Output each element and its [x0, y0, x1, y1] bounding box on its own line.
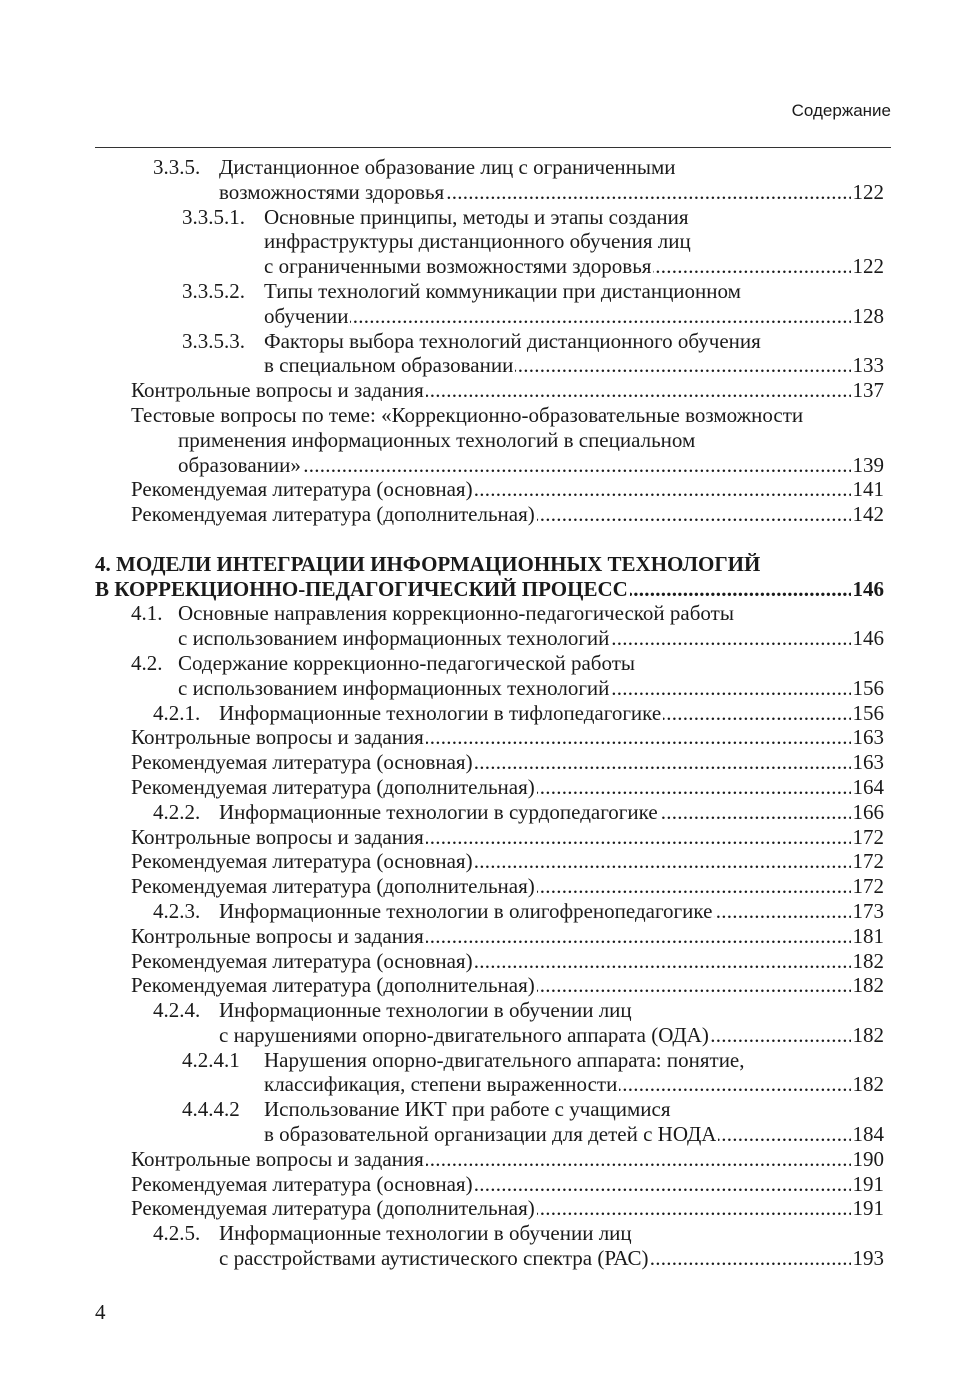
toc-entry-title: Контрольные вопросы и задания — [131, 725, 424, 750]
toc-entry-title: инфраструктуры дистанционного обучения лиц — [264, 229, 691, 254]
toc-entry[interactable] — [0, 775, 884, 800]
toc-entry[interactable] — [0, 378, 884, 403]
dot-leader — [537, 502, 851, 527]
toc-entry[interactable] — [0, 552, 884, 602]
toc-line — [0, 279, 884, 304]
toc-entry-title: Контрольные вопросы и задания — [131, 1146, 424, 1171]
toc-entry-page: 172 — [852, 874, 884, 899]
toc-entry[interactable] — [0, 899, 884, 924]
toc-entry-page: 182 — [852, 1072, 884, 1097]
toc-entry[interactable] — [0, 849, 884, 874]
toc-entry-title: в образовательной организации для детей с НОДА — [264, 1122, 717, 1147]
toc-line — [0, 849, 884, 874]
toc-line — [0, 1246, 884, 1271]
toc-entry-number: 4.2.4.1 — [182, 1047, 240, 1072]
toc-entry-page: 191 — [852, 1171, 884, 1196]
toc-line — [0, 428, 884, 453]
dot-leader — [537, 973, 851, 998]
toc-line — [0, 1122, 884, 1147]
toc-line — [0, 1147, 884, 1172]
toc-entry-page: 184 — [852, 1122, 884, 1147]
toc-entry[interactable] — [0, 924, 884, 949]
toc-entry-title: Тестовые вопросы по теме: «Коррекционно-образовательные возможности — [131, 402, 804, 427]
dot-leader — [426, 725, 851, 750]
toc-entry-page: 182 — [852, 948, 884, 973]
dot-leader — [650, 1246, 850, 1271]
toc-entry[interactable] — [0, 477, 884, 502]
toc-entry-page: 156 — [852, 700, 884, 725]
toc-line — [0, 1097, 884, 1122]
toc-entry-number: 3.3.5.2. — [182, 278, 245, 303]
toc-line — [0, 378, 884, 403]
toc-entry-title: Информационные технологии в олигофренопедагогике — [219, 898, 713, 923]
header-rule — [95, 147, 891, 148]
dot-leader — [611, 626, 850, 651]
toc-entry-title: применения информационных технологий в специальном — [178, 427, 696, 452]
toc-entry-page: 164 — [852, 774, 884, 799]
toc-line — [0, 229, 884, 254]
dot-leader — [537, 1196, 851, 1221]
toc-entry[interactable] — [0, 1147, 884, 1172]
toc-entry[interactable] — [0, 205, 884, 279]
toc-entry-page: 181 — [852, 923, 884, 948]
toc-entry-title: Рекомендуемая литература (основная) — [131, 477, 473, 502]
toc-entry-number: 4.4.4.2 — [182, 1097, 240, 1122]
toc-line — [0, 651, 884, 676]
toc-line — [0, 502, 884, 527]
toc-entry-title: Рекомендуемая литература (дополнительная) — [131, 774, 535, 799]
toc-entry-title: с ограниченными возможностями здоровья — [264, 254, 652, 279]
toc-entry[interactable] — [0, 1172, 884, 1197]
dot-leader — [660, 800, 851, 825]
toc-entry-title: обучении — [264, 303, 349, 328]
toc-line — [0, 800, 884, 825]
dot-leader — [426, 378, 851, 403]
toc-entry-title: образовании» — [178, 452, 301, 477]
dot-leader — [475, 477, 851, 502]
toc-entry-page: 146 — [852, 626, 884, 651]
toc-entry-title: Информационные технологии в тифлопедагогике — [219, 700, 662, 725]
toc-entry-page: 139 — [852, 452, 884, 477]
toc-entry-title: с использованием информационных технологий — [178, 626, 610, 651]
toc-entry-page: 128 — [852, 303, 884, 328]
toc-entry-page: 173 — [852, 898, 884, 923]
toc-entry-page: 191 — [852, 1196, 884, 1221]
toc-entry-title: Рекомендуемая литература (дополнительная) — [131, 874, 535, 899]
toc-line — [0, 750, 884, 775]
toc-entry-number: 4.2. — [131, 650, 163, 675]
toc-entry-page: 142 — [852, 502, 884, 527]
dot-leader — [537, 775, 851, 800]
toc-entry-page: 166 — [852, 799, 884, 824]
toc-entry[interactable] — [0, 750, 884, 775]
dot-leader — [475, 949, 851, 974]
dot-leader — [426, 924, 851, 949]
toc-entry[interactable] — [0, 949, 884, 974]
toc-entry[interactable] — [0, 601, 884, 651]
table-of-contents — [0, 155, 884, 1271]
toc-line — [0, 701, 884, 726]
dot-leader — [475, 750, 851, 775]
toc-line — [0, 577, 884, 602]
toc-entry[interactable] — [0, 998, 884, 1048]
toc-entry[interactable] — [0, 502, 884, 527]
toc-entry-page: 122 — [852, 254, 884, 279]
toc-line — [0, 676, 884, 701]
toc-entry-page: 141 — [852, 477, 884, 502]
toc-entry[interactable] — [0, 725, 884, 750]
toc-line — [0, 725, 884, 750]
toc-line — [0, 453, 884, 478]
toc-entry-title: Рекомендуемая литература (дополнительная) — [131, 1196, 535, 1221]
toc-entry-title: Основные направления коррекционно-педагогической работы — [178, 601, 734, 626]
toc-entry-title: Дистанционное образование лиц с ограниченными — [219, 155, 676, 179]
toc-entry-title: Рекомендуемая литература (дополнительная) — [131, 502, 535, 527]
toc-entry-title: Информационные технологии в сурдопедагогике — [219, 799, 658, 824]
toc-entry-title: Рекомендуемая литература (дополнительная) — [131, 973, 535, 998]
dot-leader — [446, 180, 850, 205]
toc-entry-title: В КОРРЕКЦИОННО-ПЕДАГОГИЧЕСКИЙ ПРОЦЕСС — [95, 576, 628, 601]
toc-entry[interactable] — [0, 800, 884, 825]
toc-entry-page: 163 — [852, 750, 884, 775]
toc-entry[interactable] — [0, 1196, 884, 1221]
toc-line — [0, 973, 884, 998]
dot-leader — [350, 304, 850, 329]
toc-entry-number: 4.2.1. — [153, 700, 201, 725]
toc-entry[interactable] — [0, 1048, 884, 1098]
toc-entry[interactable] — [0, 973, 884, 998]
toc-entry[interactable] — [0, 701, 884, 726]
toc-entry-title: классификация, степени выраженности — [264, 1072, 618, 1097]
toc-entry-title: Рекомендуемая литература (основная) — [131, 948, 473, 973]
toc-entry-page: 182 — [852, 1022, 884, 1047]
toc-line — [0, 329, 884, 354]
toc-entry-number: 4.2.5. — [153, 1221, 201, 1246]
toc-line — [0, 1023, 884, 1048]
dot-leader — [630, 577, 851, 602]
dot-leader — [475, 1172, 851, 1197]
toc-entry-title: с расстройствами аутистического спектра (РАС) — [219, 1246, 649, 1271]
toc-entry-page: 172 — [852, 849, 884, 874]
page-number: 4 — [95, 1300, 106, 1324]
dot-leader — [303, 453, 851, 478]
toc-entry-page: 182 — [852, 973, 884, 998]
toc-entry-page: 156 — [852, 675, 884, 700]
dot-leader — [653, 254, 850, 279]
dot-leader — [537, 874, 851, 899]
toc-line — [0, 552, 884, 577]
toc-entry-number: 3.3.5. — [153, 155, 201, 179]
toc-entry-title: в специальном образовании — [264, 353, 514, 378]
dot-leader — [663, 701, 850, 726]
toc-entry-title: с нарушениями опорно-двигательного аппарата (ОДА) — [219, 1022, 709, 1047]
toc-line — [0, 775, 884, 800]
toc-entry-title: с использованием информационных технологий — [178, 675, 610, 700]
toc-line — [0, 626, 884, 651]
toc-entry-page: 122 — [852, 179, 884, 204]
toc-entry-page: 193 — [852, 1246, 884, 1271]
toc-line — [0, 477, 884, 502]
toc-line — [0, 403, 884, 428]
toc-line — [0, 924, 884, 949]
dot-leader — [718, 1122, 850, 1147]
toc-line — [0, 949, 884, 974]
toc-line — [0, 180, 884, 205]
toc-entry-title: 4. МОДЕЛИ ИНТЕГРАЦИИ ИНФОРМАЦИОННЫХ ТЕХНОЛОГИЙ — [95, 551, 761, 576]
toc-entry-page: 190 — [852, 1146, 884, 1171]
toc-entry[interactable] — [0, 279, 884, 329]
toc-entry-page: 146 — [852, 576, 884, 601]
toc-line — [0, 874, 884, 899]
dot-leader — [515, 353, 850, 378]
toc-entry[interactable] — [0, 874, 884, 899]
toc-entry-title: Рекомендуемая литература (основная) — [131, 1171, 473, 1196]
dot-leader — [711, 1023, 851, 1048]
toc-entry[interactable] — [0, 403, 884, 477]
dot-leader — [475, 849, 851, 874]
toc-entry-number: 4.2.4. — [153, 998, 201, 1023]
toc-line — [0, 899, 884, 924]
toc-entry-title: Контрольные вопросы и задания — [131, 923, 424, 948]
toc-entry-title: Типы технологий коммуникации при дистанционном — [264, 278, 741, 303]
toc-entry[interactable] — [0, 1097, 884, 1147]
toc-entry[interactable] — [0, 329, 884, 379]
toc-entry-number: 3.3.5.1. — [182, 204, 245, 229]
toc-line — [0, 825, 884, 850]
toc-entry[interactable] — [0, 1221, 884, 1271]
toc-entry-title: Основные принципы, методы и этапы создания — [264, 204, 689, 229]
toc-entry[interactable] — [0, 825, 884, 850]
toc-entry-page: 163 — [852, 725, 884, 750]
toc-entry-title: Контрольные вопросы и задания — [131, 378, 424, 403]
toc-entry-number: 3.3.5.3. — [182, 328, 245, 353]
toc-entry-title: Нарушения опорно-двигательного аппарата: понятие, — [264, 1047, 745, 1072]
toc-entry-number: 4.2.2. — [153, 799, 201, 824]
dot-leader — [426, 1147, 851, 1172]
toc-entry-title: возможностями здоровья — [219, 179, 445, 204]
toc-line — [0, 1196, 884, 1221]
toc-line — [0, 1072, 884, 1097]
toc-line — [0, 1172, 884, 1197]
toc-entry-page: 137 — [852, 378, 884, 403]
toc-line — [0, 304, 884, 329]
dot-leader — [426, 825, 851, 850]
toc-entry[interactable] — [0, 651, 884, 701]
toc-line — [0, 205, 884, 230]
running-head: Содержание — [791, 101, 891, 120]
toc-entry-title: Информационные технологии в обучении лиц — [219, 1221, 632, 1246]
toc-entry-title: Содержание коррекционно-педагогической работы — [178, 650, 635, 675]
toc-entry-title: Использование ИКТ при работе с учащимися — [264, 1097, 671, 1122]
toc-entry-title: Информационные технологии в обучении лиц — [219, 998, 632, 1023]
toc-line — [0, 1221, 884, 1246]
toc-entry-title: Факторы выбора технологий дистанционного обучения — [264, 328, 761, 353]
toc-line — [0, 254, 884, 279]
dot-leader — [714, 899, 850, 924]
toc-entry-page: 172 — [852, 824, 884, 849]
toc-entry-page: 133 — [852, 353, 884, 378]
dot-leader — [611, 676, 850, 701]
toc-entry-title: Рекомендуемая литература (основная) — [131, 750, 473, 775]
toc-entry-title: Рекомендуемая литература (основная) — [131, 849, 473, 874]
toc-entry-number: 4.1. — [131, 601, 163, 626]
toc-line — [0, 998, 884, 1023]
toc-entry[interactable] — [0, 155, 884, 205]
toc-line — [0, 155, 884, 180]
toc-line — [0, 601, 884, 626]
dot-leader — [619, 1072, 850, 1097]
toc-line — [0, 353, 884, 378]
toc-entry-number: 4.2.3. — [153, 898, 201, 923]
toc-entry-title: Контрольные вопросы и задания — [131, 824, 424, 849]
toc-line — [0, 1048, 884, 1073]
